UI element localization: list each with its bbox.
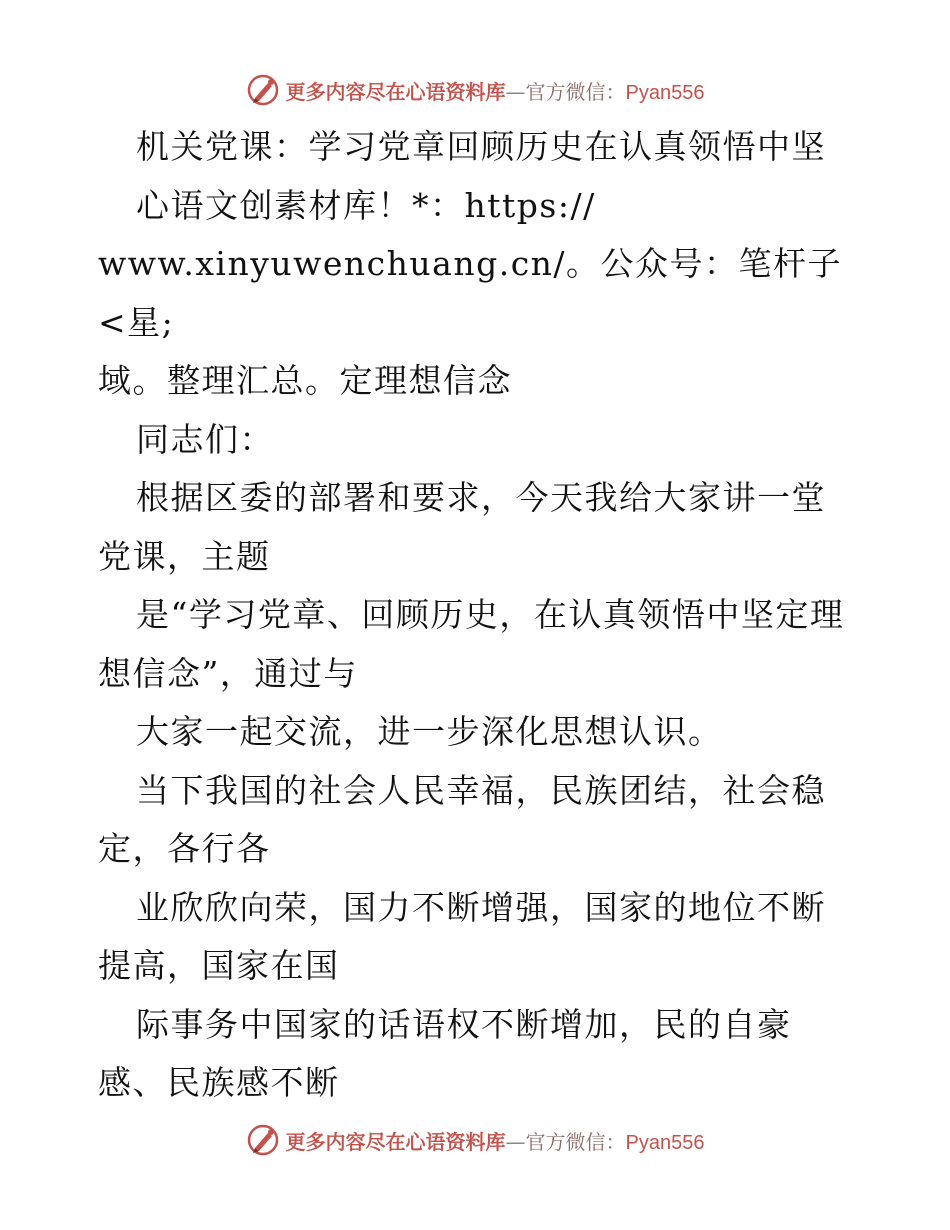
watermark-url-line: www.xinyuwenchuang.cn/。公众号：笔杆子<星; bbox=[98, 244, 843, 342]
document-title-line: 机关党课：学习党章回顾历史在认真领悟中坚 bbox=[136, 127, 826, 166]
header-banner-main: 更多内容尽在心语资料库 bbox=[285, 79, 506, 104]
body-paragraph: 际事务中国家的话语权不断增加，民的自豪感、民族感不断 bbox=[98, 1004, 792, 1102]
watermark-line: 心语文创素材库！*：https:// bbox=[136, 185, 596, 225]
document-title-continuation: 域。整理汇总。定理想信念 bbox=[98, 361, 512, 400]
footer-banner-wechat-id: Pyan556 bbox=[625, 1131, 705, 1154]
document-body bbox=[98, 118, 858, 1113]
body-paragraph: 是“学习党章、回顾历史，在认真领悟中坚定理想信念”，通过与 bbox=[98, 595, 845, 693]
footer-banner bbox=[0, 1120, 950, 1160]
body-paragraph: 大家一起交流，进一步深化思想认识。 bbox=[136, 712, 723, 751]
header-banner-text bbox=[286, 76, 705, 105]
pen-logo-icon bbox=[246, 73, 280, 107]
body-paragraph: 业欣欣向荣，国力不断增强，国家的地位不断提高，国家在国 bbox=[98, 887, 826, 985]
header-banner-wechat-label: 官方微信： bbox=[525, 79, 626, 104]
pen-logo-icon bbox=[246, 1123, 280, 1157]
header-banner bbox=[0, 70, 950, 110]
footer-banner-wechat-label: 官方微信： bbox=[525, 1129, 626, 1154]
header-banner-dash: — bbox=[505, 79, 526, 104]
footer-banner-text bbox=[286, 1126, 705, 1155]
footer-banner-main: 更多内容尽在心语资料库 bbox=[285, 1129, 506, 1154]
body-paragraph: 根据区委的部署和要求，今天我给大家讲一堂党课，主题 bbox=[98, 478, 826, 576]
footer-banner-dash: — bbox=[505, 1129, 526, 1154]
header-banner-wechat-id: Pyan556 bbox=[625, 81, 705, 104]
body-paragraph: 当下我国的社会人民幸福，民族团结，社会稳定，各行各 bbox=[98, 770, 826, 868]
salutation: 同志们： bbox=[136, 419, 274, 459]
